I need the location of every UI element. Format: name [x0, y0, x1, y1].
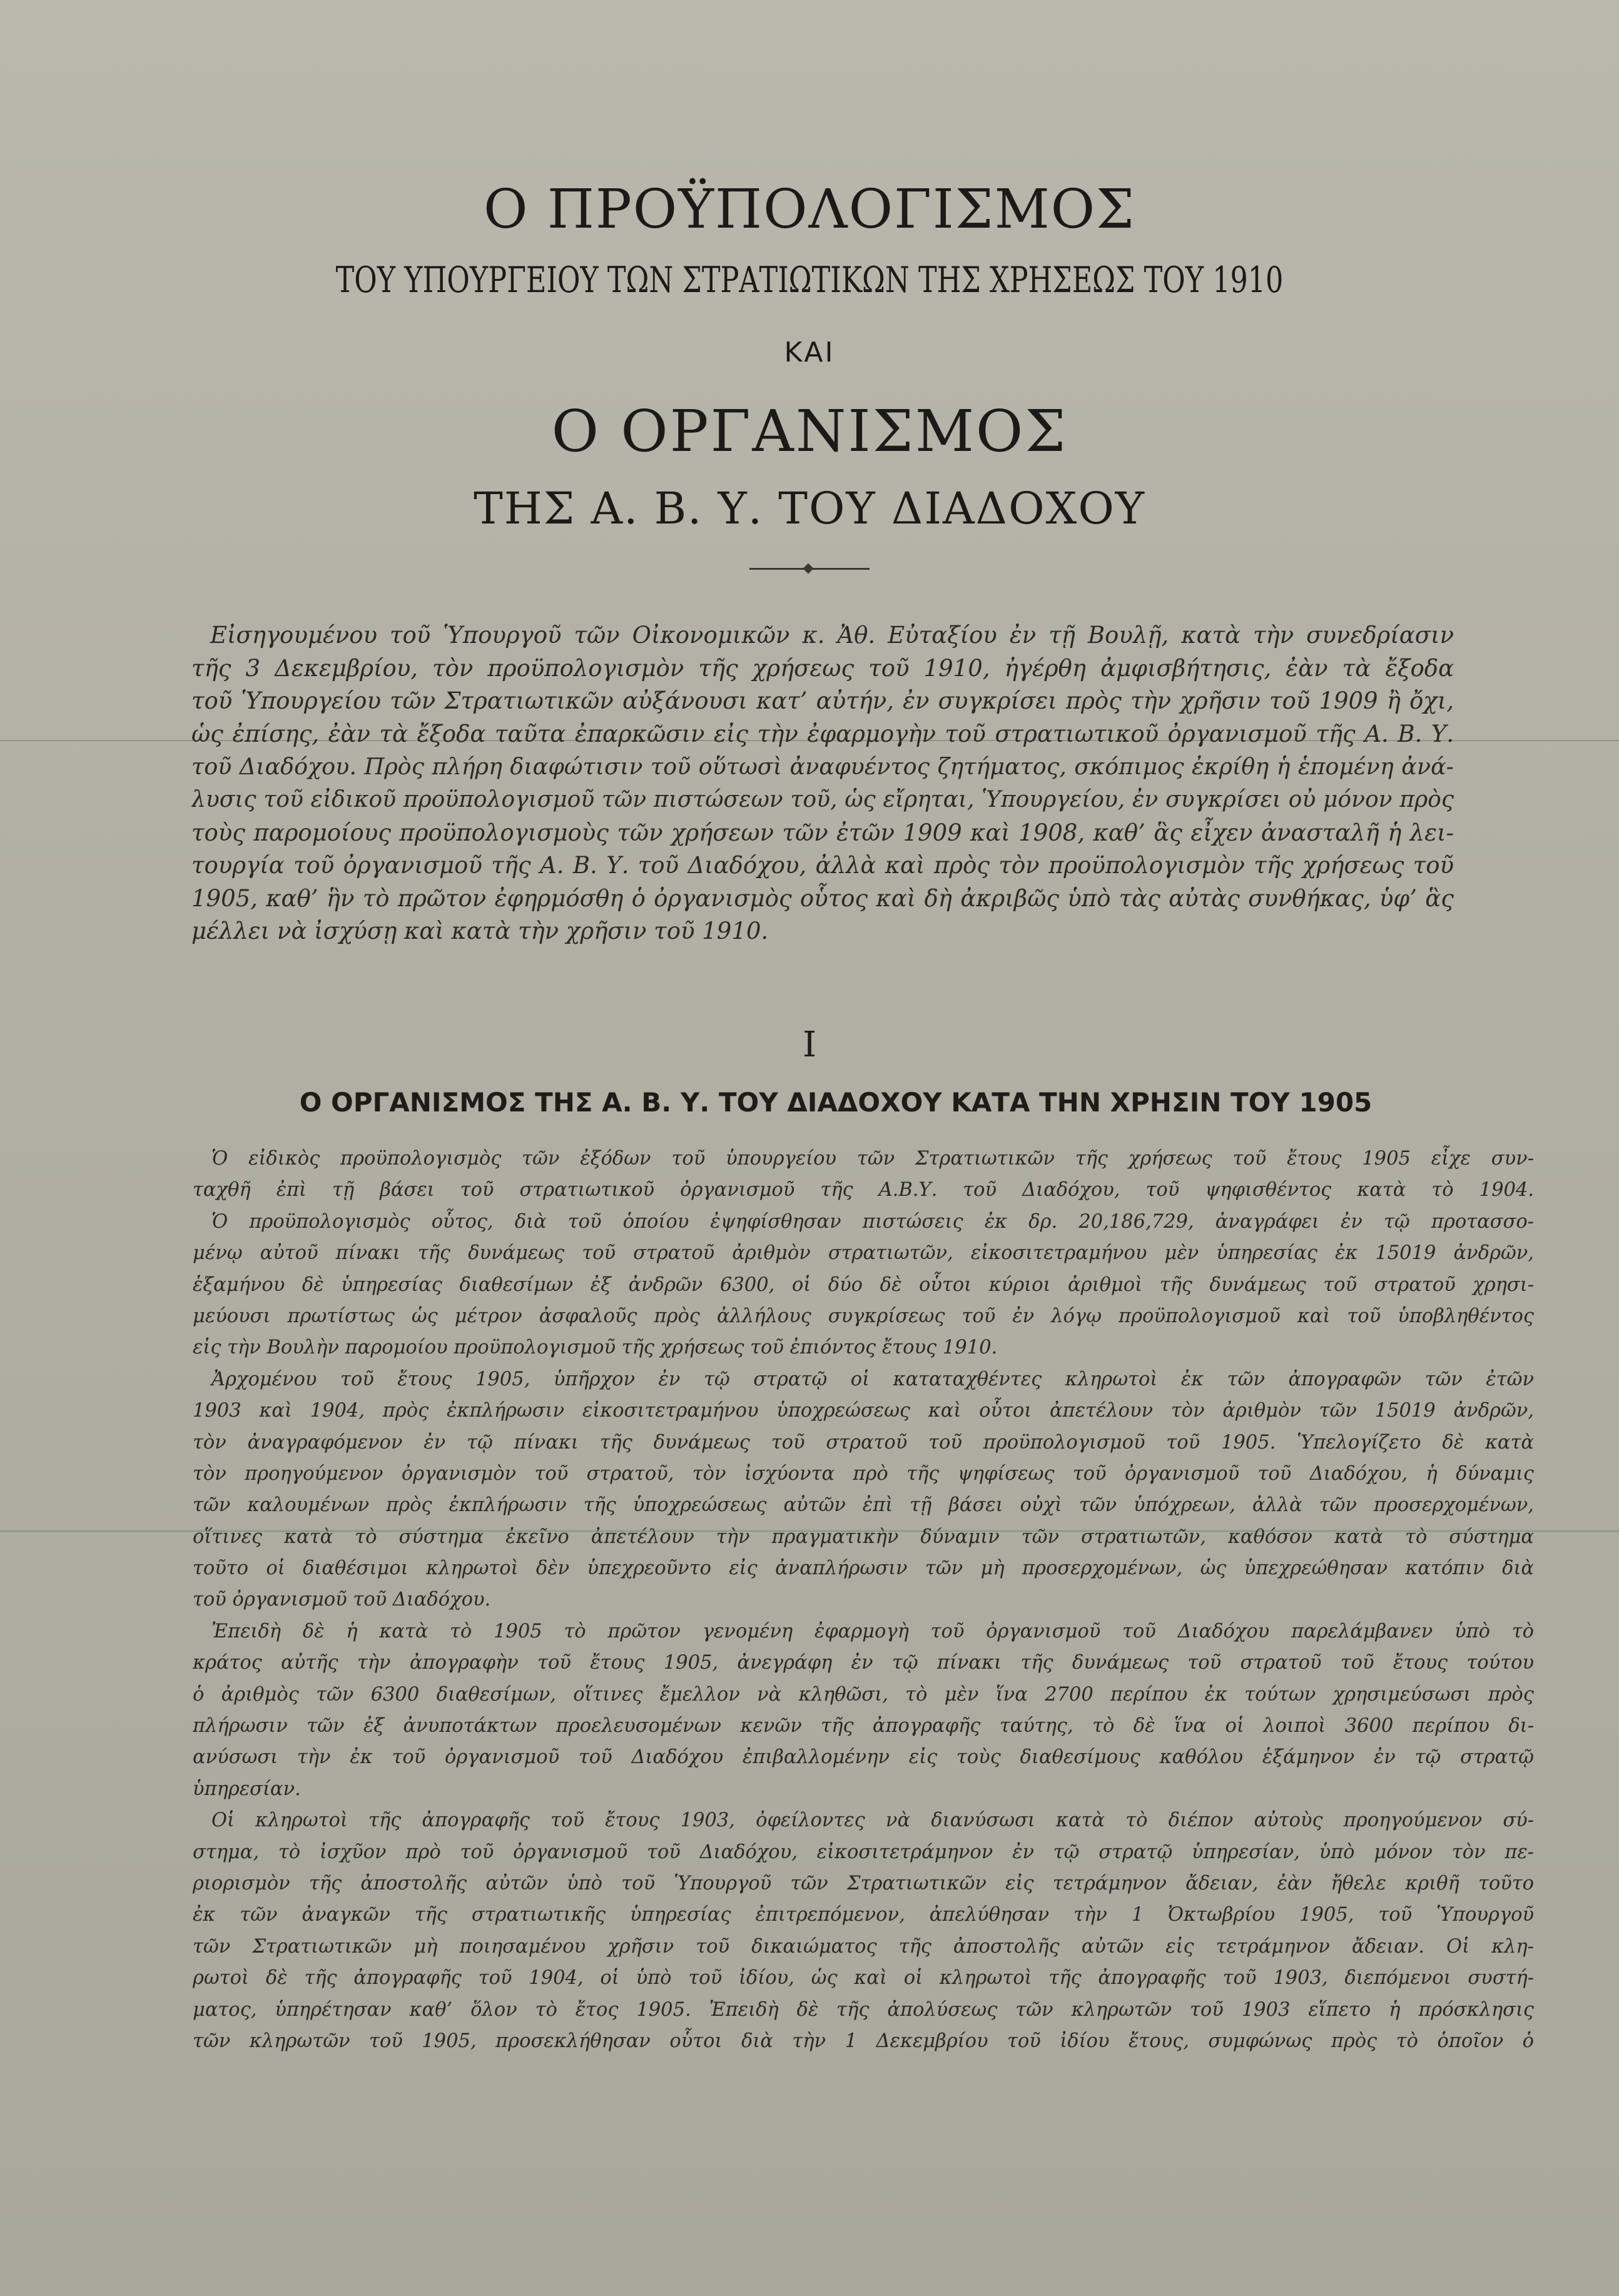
title-line-4: Ο ΟΡΓΑΝΙΣΜΟΣ: [551, 398, 1068, 465]
body-line: Οἱ κληρωτοὶ τῆς ἀπογραφῆς τοῦ ἔτους 1903, ὀφείλοντες νὰ διανύσωσι κατὰ τὸ διέπον αὐτοὺς προηγούμενον σύ-: [211, 1809, 1534, 1832]
intro-line: 1905, καθ’ ἣν τὸ πρῶτον ἐφηρμόσθη ὁ ὀργανισμὸς οὗτος καὶ δὴ ἀκριβῶς ὑπὸ τὰς αὐτὰς συνθήκας, ὑφ’ ἃς: [191, 884, 1454, 912]
body-line: ρωτοὶ δὲ τῆς ἀπογραφῆς τοῦ 1904, οἱ ὑπὸ τοῦ ἰδίου, ὡς καὶ οἱ κληρωτοὶ τῆς ἀπογραφῆς τοῦ 1903, διεπόμενοι συστή-: [193, 1967, 1534, 1990]
intro-line: μέλλει νὰ ἰσχύσῃ καὶ κατὰ τὴν χρῆσιν τοῦ 1910.: [191, 918, 769, 945]
body-line: Ὁ εἰδικὸς προϋπολογισμὸς τῶν ἐξόδων τοῦ ὑπουργείου τῶν Στρατιωτικῶν τῆς χρήσεως τοῦ ἔτους 1905 εἶχε συν-: [211, 1148, 1534, 1170]
body-line: πλήρωσιν τῶν ἐξ ἀνυποτάκτων προελευσομένων κενῶν τῆς ἀπογραφῆς ταύτης, τὸ δὲ ἵνα οἱ λοιποὶ 3600 περίπου δι-: [193, 1715, 1534, 1737]
intro-line: τοῦ Ὑπουργείου τῶν Στρατιωτικῶν αὐξάνουσι κατ’ αὐτήν, ἐν συγκρίσει πρὸς τὴν χρῆσιν τοῦ 1909 ἢ ὄχι,: [191, 687, 1454, 715]
body-line: οἵτινες κατὰ τὸ σύστημα ἐκεῖνο ἀπετέλουν τὴν πραγματικὴν δύναμιν τῶν στρατιωτῶν, καθόσον κατὰ τὸ σύστημα: [193, 1525, 1534, 1548]
body-line: ανύσωσι τὴν ἐκ τοῦ ὀργανισμοῦ τοῦ Διαδόχου ἐπιβαλλομένην εἰς τοὺς διαθεσίμους καθόλου ἑξάμηνον ἐν τῷ στρατῷ: [193, 1746, 1534, 1769]
section-title: Ο ΟΡΓΑΝΙΣΜΟΣ ΤΗΣ Α. Β. Υ. ΤΟΥ ΔΙΑΔΟΧΟΥ ΚΑΤΑ ΤΗΝ ΧΡΗΣΙΝ ΤΟΥ 1905: [299, 1087, 1373, 1118]
title-line-2: ΤΟΥ ΥΠΟΥΡΓΕΙΟΥ ΤΩΝ ΣΤΡΑΤΙΩΤΙΚΩΝ ΤΗΣ ΧΡΗΣΕΩΣ ΤΟΥ 1910: [335, 260, 1284, 301]
title-line-5: ΤΗΣ Α. Β. Υ. ΤΟΥ ΔΙΑΔΟΧΟΥ: [474, 483, 1145, 534]
body-line: ὑπηρεσίαν.: [193, 1778, 301, 1800]
body-line: μεύουσι πρωτίστως ὡς μέτρον ἀσφαλοῦς πρὸς ἀλλήλους συγκρίσεως τοῦ ἐν λόγῳ προϋπολογισμοῦ καὶ τοῦ ὑποβληθέντος: [193, 1305, 1534, 1327]
body-line: τῶν Στρατιωτικῶν μὴ ποιησαμένου χρῆσιν τοῦ δικαιώματος τῆς ἀποστολῆς αὐτῶν εἰς τετράμηνον ἄδειαν. Οἱ κλη-: [193, 1935, 1534, 1958]
intro-line: τοῦ Διαδόχου. Πρὸς πλήρη διαφώτισιν τοῦ οὕτωσὶ ἀναφυέντος ζητήματος, σκόπιμος ἐκρίθη ἡ ἑπομένη ἀνά-: [191, 753, 1454, 781]
body-line: τὸν ἀναγραφόμενον ἐν τῷ πίνακι τῆς δυνάμεως τοῦ στρατοῦ τοῦ προϋπολογισμοῦ τοῦ 1905. Ὑπελογίζετο δὲ κατὰ: [193, 1431, 1534, 1454]
intro-line: Εἰσηγουμένου τοῦ Ὑπουργοῦ τῶν Οἰκονομικῶν κ. Ἀθ. Εὐταξίου ἐν τῇ Βουλῇ, κατὰ τὴν συνεδρίασιν: [210, 622, 1454, 649]
body-line: ὁ ἀριθμὸς τῶν 6300 διαθεσίμων, οἵτινες ἔμελλον νὰ κληθῶσι, τὸ μὲν ἵνα 2700 περίπου ἐκ τούτων χρησιμεύσωσι πρὸς: [193, 1683, 1534, 1706]
body-line: ταχθῆ ἐπὶ τῇ βάσει τοῦ στρατιωτικοῦ ὀργανισμοῦ τῆς Α.Β.Υ. τοῦ Διαδόχου, τοῦ ψηφισθέντος κατὰ τὸ 1904.: [193, 1179, 1534, 1201]
intro-line: λυσις τοῦ εἰδικοῦ προϋπολογισμοῦ τῶν πιστώσεων τοῦ, ὡς εἴρηται, Ὑπουργείου, ἐν συγκρίσει οὐ μόνον πρὸς: [191, 786, 1454, 812]
body-line: μένῳ αὐτοῦ πίνακι τῆς δυνάμεως τοῦ στρατοῦ ἀριθμὸν στρατιωτῶν, εἰκοσιτετραμήνου μὲν ὑπηρεσίας ἐκ 15019 ἀνδρῶν,: [193, 1242, 1534, 1265]
intro-line: τουργία τοῦ ὀργανισμοῦ τῆς Α. Β. Υ. τοῦ Διαδόχου, ἀλλὰ καὶ πρὸς τὸν προϋπολογισμὸν τῆς χρήσεως τοῦ: [191, 852, 1454, 879]
intro-line: τοὺς παρομοίους προϋπολογισμοὺς τῶν χρήσεων τῶν ἐτῶν 1909 καὶ 1908, καθ’ ἃς εἶχεν ἀνασταλῆ ἡ λει-: [191, 819, 1454, 846]
intro-line: ὡς ἐπίσης, ἐὰν τὰ ἔξοδα ταῦτα ἐπαρκῶσιν εἰς τὴν ἐφαρμογὴν τοῦ στρατιωτικοῦ ὀργανισμοῦ τῆς Α. Β. Υ.: [191, 720, 1454, 747]
body-line: ματος, ὑπηρέτησαν καθ’ ὅλον τὸ ἔτος 1905. Ἐπειδὴ δὲ τῆς ἀπολύσεως τῶν κληρωτῶν τοῦ 1903 εἵπετο ἡ πρόσκλησις: [193, 1998, 1534, 2021]
title-line-3: ΚΑΙ: [784, 336, 835, 368]
body-line: στημα, τὸ ἰσχῦον πρὸ τοῦ ὀργανισμοῦ τοῦ Διαδόχου, εἰκοσιτετράμηνον ἐν τῷ στρατῷ ὑπηρεσίαν, ὑπὸ μόνον τὸν πε-: [193, 1841, 1534, 1863]
body-line: Ὁ προϋπολογισμὸς οὗτος, διὰ τοῦ ὁποίου ἐψηφίσθησαν πιστώσεις ἐκ δρ. 20,186,729, ἀναγράφει ἐν τῷ προτασσο-: [211, 1210, 1534, 1233]
body-line: ριορισμὸν τῆς ἀποστολῆς αὐτῶν ὑπὸ τοῦ Ὑπουργοῦ τῶν Στρατιωτικῶν εἰς τετράμηνον ἄδειαν, ἐὰν ἤθελε κριθῆ τοῦτο: [193, 1872, 1534, 1894]
body-line: ἐκ τῶν ἀναγκῶν τῆς στρατιωτικῆς ὑπηρεσίας ἐπιτρεπόμενον, ἀπελύθησαν τὴν 1 Ὀκτωβρίου 1905, τοῦ Ὑπουργοῦ: [193, 1904, 1534, 1926]
body-line: κράτος αὐτῆς τὴν ἀπογραφὴν τοῦ ἔτους 1905, ἀνεγράφη ἐν τῷ πίνακι τῆς δυνάμεως τοῦ στρατοῦ τοῦ ἔτους τούτου: [193, 1652, 1534, 1674]
body-line: τοῦτο οἱ διαθέσιμοι κληρωτοὶ δὲν ὑπεχρεοῦντο εἰς ἀναπλήρωσιν τῶν μὴ προσερχομένων, ὡς ὑπεχρεώθησαν κατόπιν διὰ: [193, 1557, 1534, 1580]
intro-line: τῆς 3 Δεκεμβρίου, τὸν προϋπολογισμὸν τῆς χρήσεως τοῦ 1910, ἠγέρθη ἀμφισβήτησις, ἐὰν τὰ ἔξοδα: [191, 654, 1454, 682]
body-line: τῶν καλουμένων πρὸς ἐκπλήρωσιν τῆς ὑποχρεώσεως αὐτῶν ἐπὶ τῇ βάσει οὐχὶ τῶν ὑπόχρεων, ἀλλὰ τῶν προσερχομένων,: [193, 1494, 1534, 1517]
body-line: τῶν κληρωτῶν τοῦ 1905, προσεκλήθησαν οὗτοι διὰ τὴν 1 Δεκεμβρίου τοῦ ἰδίου ἔτους, συμφώνως πρὸς τὸ ὁποῖον ὁ: [193, 2030, 1534, 2052]
body-line: εἰς τὴν Βουλὴν παρομοίου προϋπολογισμοῦ τῆς χρήσεως τοῦ ἐπιόντος ἔτους 1910.: [193, 1337, 998, 1359]
section-number: I: [802, 1024, 817, 1065]
title-line-1: Ο ΠΡΟΫΠΟΛΟΓΙΣΜΟΣ: [484, 178, 1135, 241]
body-line: τὸν προηγούμενον ὀργανισμὸν τοῦ στρατοῦ, τὸν ἰσχύοντα πρὸ τῆς ψηφίσεως τοῦ ὀργανισμοῦ τοῦ Διαδόχου, ἡ δύναμις: [193, 1462, 1534, 1485]
ornamental-rule: [749, 568, 870, 570]
body-text: [193, 1143, 1534, 2057]
body-line: τοῦ ὀργανισμοῦ τοῦ Διαδόχου.: [193, 1589, 491, 1611]
body-line: ἑξαμήνου δὲ ὑπηρεσίας διαθεσίμων ἐξ ἀνδρῶν 6300, οἱ δύο δὲ οὗτοι κύριοι ἀριθμοὶ τῆς δυνάμεως τοῦ στρατοῦ χρησι-: [193, 1273, 1534, 1296]
body-line: Ἀρχομένου τοῦ ἔτους 1905, ὑπῆρχον ἐν τῷ στρατῷ οἱ καταταχθέντες κληρωτοὶ ἐκ τῶν ἀπογραφῶν τῶν ἐτῶν: [211, 1368, 1534, 1390]
body-line: Ἐπειδὴ δὲ ἡ κατὰ τὸ 1905 τὸ πρῶτον γενομένη ἐφαρμογὴ τοῦ ὀργανισμοῦ τοῦ Διαδόχου παρελάμβανεν ὑπὸ τὸ: [211, 1620, 1534, 1642]
body-line: 1903 καὶ 1904, πρὸς ἐκπλήρωσιν εἰκοσιτετραμήνου ὑποχρεώσεως καὶ οὗτοι ἀπετέλουν τὸν ἀριθμὸν τῶν 15019 ἀνδρῶν,: [193, 1400, 1534, 1422]
intro-paragraph: [191, 619, 1454, 948]
